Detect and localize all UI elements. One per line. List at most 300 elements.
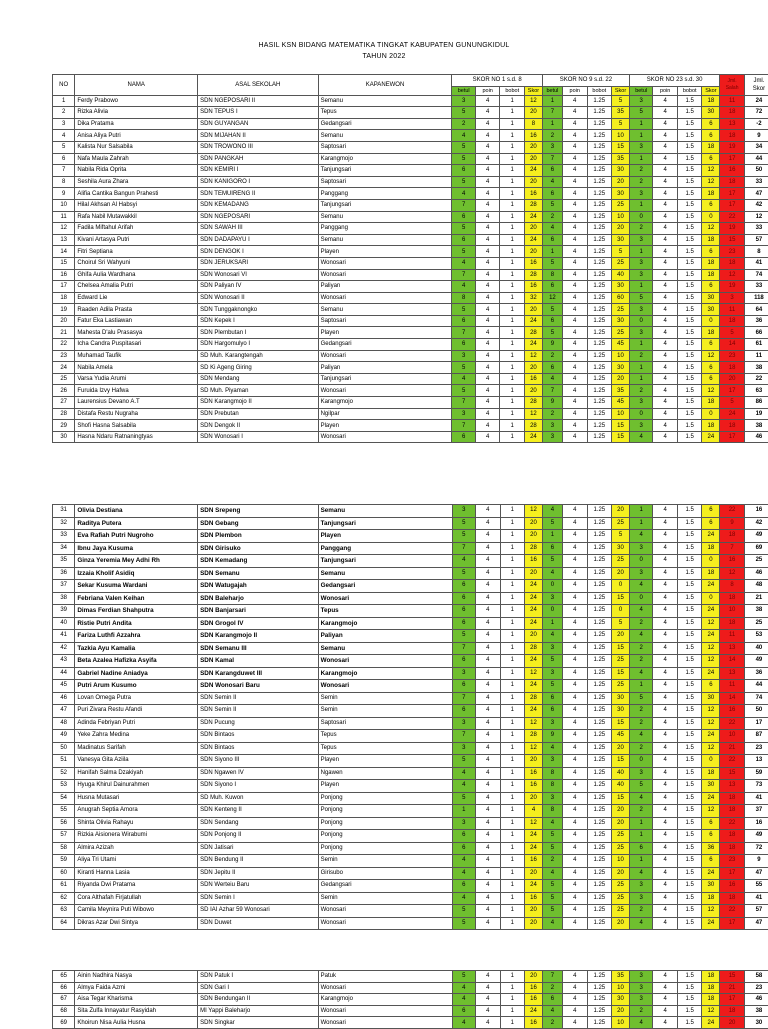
- cell-bobot-2: 1.25: [587, 855, 612, 868]
- cell-poin-2: 4: [562, 680, 587, 693]
- cell-poin-1: 4: [475, 327, 500, 339]
- cell-jml-skor: 13: [744, 755, 768, 768]
- cell-bobot-1: 1: [500, 327, 525, 339]
- cell-no: 55: [53, 805, 75, 818]
- cell-bobot-2: 1.25: [587, 281, 612, 293]
- cell-skor-2: 15: [612, 667, 630, 680]
- cell-poin-1: 4: [475, 867, 500, 880]
- cell-bobot-2: 1.25: [587, 780, 612, 793]
- cell-no: 26: [53, 385, 75, 397]
- cell-kapanewon: Ngilpar: [318, 408, 452, 420]
- table-row: [53, 655, 768, 668]
- cell-skor-1: 8: [525, 118, 543, 130]
- cell-bobot-1: 1: [500, 118, 525, 130]
- cell-kapanewon: Playen: [318, 420, 452, 432]
- cell-bobot-3: 1.5: [677, 199, 702, 211]
- cell-nama: Fatur Eka Lastiawan: [75, 315, 198, 327]
- cell-bobot-3: 1.5: [677, 730, 702, 743]
- table-row: [53, 567, 768, 580]
- cell-bobot-3: 1.5: [677, 994, 702, 1006]
- cell-betul-2: 4: [542, 373, 562, 385]
- cell-poin-2: 4: [562, 118, 587, 130]
- cell-bobot-2: 1.25: [587, 257, 612, 269]
- cell-bobot-2: 1.25: [587, 667, 612, 680]
- cell-bobot-3: 1.5: [677, 246, 702, 258]
- cell-skor-1: 20: [525, 917, 543, 930]
- cell-poin-1: 4: [475, 281, 500, 293]
- cell-asal-sekolah: SDN Grogol IV: [198, 617, 319, 630]
- cell-bobot-2: 1.25: [587, 350, 612, 362]
- cell-betul-3: 4: [629, 867, 652, 880]
- cell-skor-3: 12: [702, 165, 720, 177]
- cell-nama: Choirul Sri Wahyuni: [75, 257, 198, 269]
- cell-betul-3: 1: [629, 855, 652, 868]
- cell-skor-3: 24: [702, 667, 720, 680]
- cell-jml-skor: 25: [744, 617, 768, 630]
- cell-bobot-2: 1.25: [587, 505, 612, 518]
- cell-skor-1: 24: [525, 431, 543, 443]
- cell-kapanewon: Paliyan: [318, 281, 452, 293]
- results-table-3: [52, 970, 768, 1029]
- cell-skor-2: 40: [612, 767, 630, 780]
- cell-betul-1: 5: [452, 517, 475, 530]
- cell-jml-salah: 18: [720, 592, 745, 605]
- cell-skor-3: 6: [702, 130, 720, 142]
- cell-jml-skor: 40: [744, 642, 768, 655]
- cell-nama: Furuida Izvy Hafwa: [75, 385, 198, 397]
- cell-poin-3: 4: [653, 530, 678, 543]
- cell-betul-2: 5: [542, 655, 562, 668]
- cell-skor-2: 35: [612, 971, 630, 983]
- cell-betul-1: 5: [452, 530, 475, 543]
- cell-bobot-2: 1.25: [587, 971, 612, 983]
- cell-poin-1: 4: [475, 567, 500, 580]
- cell-poin-3: 4: [653, 234, 678, 246]
- cell-poin-3: 4: [653, 680, 678, 693]
- cell-poin-2: 4: [562, 153, 587, 165]
- cell-asal-sekolah: SDN Gari I: [198, 982, 319, 994]
- cell-nama: Fitri Septiana: [75, 246, 198, 258]
- cell-skor-3: 18: [702, 327, 720, 339]
- cell-bobot-1: 1: [500, 431, 525, 443]
- cell-poin-1: 4: [475, 246, 500, 258]
- cell-bobot-2: 1.25: [587, 292, 612, 304]
- table-row: [53, 141, 768, 153]
- subheader-poin: poin: [562, 86, 587, 95]
- cell-poin-2: 4: [562, 176, 587, 188]
- cell-kapanewon: Wonosari: [318, 350, 452, 362]
- cell-bobot-2: 1.25: [587, 730, 612, 743]
- cell-poin-3: 4: [653, 717, 678, 730]
- cell-betul-2: 6: [542, 705, 562, 718]
- cell-jml-salah: 17: [720, 199, 745, 211]
- cell-kapanewon: Tanjungsari: [318, 199, 452, 211]
- cell-skor-2: 5: [612, 246, 630, 258]
- cell-betul-2: 2: [542, 350, 562, 362]
- cell-betul-2: 4: [542, 867, 562, 880]
- cell-bobot-2: 1.25: [587, 397, 612, 409]
- cell-skor-1: 12: [525, 408, 543, 420]
- cell-kapanewon: Girisubo: [318, 867, 452, 880]
- cell-betul-2: 9: [542, 397, 562, 409]
- header-nama: NAMA: [75, 75, 198, 96]
- cell-bobot-3: 1.5: [677, 211, 702, 223]
- cell-bobot-1: 1: [500, 855, 525, 868]
- table-row: [53, 408, 768, 420]
- cell-bobot-2: 1.25: [587, 905, 612, 918]
- cell-bobot-2: 1.25: [587, 188, 612, 200]
- cell-skor-1: 16: [525, 188, 543, 200]
- table-row: [53, 130, 768, 142]
- cell-betul-3: 4: [629, 917, 652, 930]
- cell-kapanewon: Playen: [318, 780, 452, 793]
- cell-skor-3: 18: [702, 95, 720, 107]
- cell-poin-2: 4: [562, 982, 587, 994]
- cell-poin-3: 4: [653, 246, 678, 258]
- cell-asal-sekolah: SDN Prebutan: [198, 408, 319, 420]
- cell-nama: Rafa Nabil Mutawakkil: [75, 211, 198, 223]
- cell-asal-sekolah: SD Muh. Piyaman: [198, 385, 319, 397]
- cell-betul-3: 2: [629, 705, 652, 718]
- table-row: [53, 350, 768, 362]
- cell-betul-1: 4: [452, 257, 475, 269]
- cell-skor-1: 20: [525, 530, 543, 543]
- cell-no: 15: [53, 257, 75, 269]
- cell-poin-2: 4: [562, 315, 587, 327]
- cell-bobot-3: 1.5: [677, 304, 702, 316]
- cell-poin-1: 4: [475, 817, 500, 830]
- cell-jml-skor: 47: [744, 867, 768, 880]
- cell-betul-1: 3: [452, 505, 475, 518]
- cell-kapanewon: Tepus: [318, 107, 452, 119]
- cell-jml-salah: 21: [720, 982, 745, 994]
- cell-kapanewon: Ponjong: [318, 817, 452, 830]
- cell-kapanewon: Gedangsari: [318, 339, 452, 351]
- cell-skor-2: 25: [612, 830, 630, 843]
- cell-bobot-2: 1.25: [587, 680, 612, 693]
- cell-betul-3: 2: [629, 742, 652, 755]
- cell-no: 39: [53, 605, 75, 618]
- cell-betul-2: 8: [542, 269, 562, 281]
- cell-poin-3: 4: [653, 605, 678, 618]
- cell-betul-1: 5: [452, 153, 475, 165]
- cell-jml-skor: 36: [744, 315, 768, 327]
- cell-betul-1: 3: [452, 742, 475, 755]
- cell-bobot-2: 1.25: [587, 867, 612, 880]
- cell-nama: Shofi Hasna Salsabila: [75, 420, 198, 432]
- cell-kapanewon: Karangmojo: [318, 994, 452, 1006]
- cell-bobot-1: 1: [500, 592, 525, 605]
- cell-no: 20: [53, 315, 75, 327]
- cell-betul-2: 3: [542, 792, 562, 805]
- table-row: [53, 542, 768, 555]
- cell-betul-1: 6: [452, 617, 475, 630]
- cell-betul-2: 2: [542, 1017, 562, 1029]
- cell-nama: Aisa Tegar Kharisma: [75, 994, 198, 1006]
- table-row: [53, 304, 768, 316]
- cell-kapanewon: Semin: [318, 855, 452, 868]
- cell-kapanewon: Saptosari: [318, 176, 452, 188]
- cell-skor-3: 18: [702, 269, 720, 281]
- cell-betul-3: 1: [629, 130, 652, 142]
- cell-bobot-2: 1.25: [587, 269, 612, 281]
- cell-betul-1: 3: [452, 408, 475, 420]
- cell-bobot-1: 1: [500, 211, 525, 223]
- cell-no: 44: [53, 667, 75, 680]
- cell-skor-2: 20: [612, 505, 630, 518]
- cell-nama: Kiranti Hanna Lasia: [75, 867, 198, 880]
- cell-skor-1: 28: [525, 730, 543, 743]
- cell-bobot-1: 1: [500, 397, 525, 409]
- cell-jml-skor: 69: [744, 542, 768, 555]
- cell-kapanewon: Ngawen: [318, 767, 452, 780]
- cell-kapanewon: Semin: [318, 692, 452, 705]
- table-row: [53, 971, 768, 983]
- cell-kapanewon: Wonosari: [318, 680, 452, 693]
- cell-kapanewon: Semanu: [318, 130, 452, 142]
- cell-poin-2: 4: [562, 642, 587, 655]
- cell-bobot-1: 1: [500, 362, 525, 374]
- cell-skor-2: 15: [612, 420, 630, 432]
- table-row: [53, 199, 768, 211]
- cell-kapanewon: Wonosari: [318, 292, 452, 304]
- cell-betul-2: 6: [542, 994, 562, 1006]
- cell-betul-2: 4: [542, 742, 562, 755]
- cell-kapanewon: Paliyan: [318, 362, 452, 374]
- cell-no: 53: [53, 780, 75, 793]
- cell-betul-1: 6: [452, 339, 475, 351]
- cell-betul-2: 2: [542, 982, 562, 994]
- cell-bobot-2: 1.25: [587, 755, 612, 768]
- header-jml-salah: Jml. Salah: [720, 75, 745, 96]
- table-row: [53, 580, 768, 593]
- cell-no: 5: [53, 141, 75, 153]
- cell-skor-2: 20: [612, 373, 630, 385]
- cell-poin-1: 4: [475, 1017, 500, 1029]
- cell-skor-1: 20: [525, 971, 543, 983]
- cell-poin-2: 4: [562, 530, 587, 543]
- cell-poin-2: 4: [562, 830, 587, 843]
- cell-bobot-2: 1.25: [587, 223, 612, 235]
- cell-bobot-3: 1.5: [677, 176, 702, 188]
- cell-betul-1: 5: [452, 792, 475, 805]
- cell-skor-3: 18: [702, 188, 720, 200]
- cell-no: 65: [53, 971, 75, 983]
- cell-bobot-3: 1.5: [677, 567, 702, 580]
- cell-skor-1: 4: [525, 805, 543, 818]
- cell-kapanewon: Panggang: [318, 223, 452, 235]
- cell-jml-skor: 23: [744, 982, 768, 994]
- cell-betul-2: 3: [542, 141, 562, 153]
- cell-betul-2: 4: [542, 630, 562, 643]
- cell-betul-2: 4: [542, 505, 562, 518]
- cell-asal-sekolah: SDN Karangmojo II: [198, 397, 319, 409]
- cell-skor-2: 25: [612, 199, 630, 211]
- cell-bobot-3: 1.5: [677, 530, 702, 543]
- cell-skor-3: 6: [702, 281, 720, 293]
- cell-bobot-2: 1.25: [587, 630, 612, 643]
- cell-jml-skor: 41: [744, 792, 768, 805]
- table-row: [53, 680, 768, 693]
- cell-skor-3: 24: [702, 730, 720, 743]
- cell-bobot-3: 1.5: [677, 667, 702, 680]
- cell-poin-2: 4: [562, 617, 587, 630]
- cell-no: 31: [53, 505, 75, 518]
- cell-skor-3: 30: [702, 292, 720, 304]
- table-row: [53, 373, 768, 385]
- cell-skor-3: 30: [702, 692, 720, 705]
- cell-poin-2: 4: [562, 755, 587, 768]
- cell-betul-3: 3: [629, 892, 652, 905]
- cell-betul-1: 1: [452, 805, 475, 818]
- cell-kapanewon: Wonosari: [318, 982, 452, 994]
- cell-jml-skor: 72: [744, 842, 768, 855]
- cell-betul-2: 3: [542, 717, 562, 730]
- cell-skor-1: 24: [525, 880, 543, 893]
- cell-betul-3: 4: [629, 605, 652, 618]
- cell-poin-3: 4: [653, 855, 678, 868]
- cell-asal-sekolah: MI Yappi Baleharjo: [198, 1005, 319, 1017]
- cell-bobot-1: 1: [500, 692, 525, 705]
- cell-no: 54: [53, 792, 75, 805]
- cell-poin-2: 4: [562, 339, 587, 351]
- cell-jml-skor: 17: [744, 717, 768, 730]
- cell-bobot-3: 1.5: [677, 830, 702, 843]
- cell-bobot-1: 1: [500, 842, 525, 855]
- cell-poin-3: 4: [653, 755, 678, 768]
- subheader-bobot: bobot: [587, 86, 612, 95]
- cell-jml-salah: 11: [720, 630, 745, 643]
- cell-asal-sekolah: SDN MIJAHAN II: [198, 130, 319, 142]
- cell-betul-1: 4: [452, 373, 475, 385]
- cell-bobot-3: 1.5: [677, 118, 702, 130]
- cell-skor-1: 24: [525, 315, 543, 327]
- cell-jml-salah: 5: [720, 327, 745, 339]
- cell-poin-2: 4: [562, 408, 587, 420]
- cell-betul-1: 7: [452, 269, 475, 281]
- cell-skor-2: 10: [612, 211, 630, 223]
- cell-skor-1: 28: [525, 642, 543, 655]
- cell-no: 21: [53, 327, 75, 339]
- cell-betul-2: 2: [542, 855, 562, 868]
- cell-skor-2: 35: [612, 153, 630, 165]
- cell-poin-1: 4: [475, 905, 500, 918]
- cell-betul-1: 4: [452, 188, 475, 200]
- cell-skor-3: 24: [702, 431, 720, 443]
- cell-poin-1: 4: [475, 420, 500, 432]
- cell-asal-sekolah: SDN JERUKSARI: [198, 257, 319, 269]
- cell-no: 35: [53, 555, 75, 568]
- cell-asal-sekolah: SDN Girisuko: [198, 542, 319, 555]
- cell-bobot-1: 1: [500, 617, 525, 630]
- cell-nama: Madinatus Sarifah: [75, 742, 198, 755]
- table-row: [53, 257, 768, 269]
- cell-poin-3: 4: [653, 292, 678, 304]
- cell-bobot-2: 1.25: [587, 692, 612, 705]
- cell-asal-sekolah: SDN Jepitu II: [198, 867, 319, 880]
- cell-betul-2: 9: [542, 730, 562, 743]
- cell-bobot-1: 1: [500, 176, 525, 188]
- cell-skor-2: 20: [612, 567, 630, 580]
- cell-skor-3: 30: [702, 780, 720, 793]
- cell-asal-sekolah: SDN Dengok II: [198, 420, 319, 432]
- cell-betul-2: 12: [542, 292, 562, 304]
- cell-jml-skor: 64: [744, 304, 768, 316]
- cell-jml-skor: 38: [744, 362, 768, 374]
- cell-poin-1: 4: [475, 304, 500, 316]
- cell-bobot-2: 1.25: [587, 530, 612, 543]
- cell-jml-salah: 18: [720, 792, 745, 805]
- cell-poin-2: 4: [562, 817, 587, 830]
- cell-nama: Alifia Cantika Bangun Prahesti: [75, 188, 198, 200]
- cell-no: 61: [53, 880, 75, 893]
- cell-skor-1: 24: [525, 680, 543, 693]
- table-row: [53, 281, 768, 293]
- cell-no: 68: [53, 1005, 75, 1017]
- cell-bobot-2: 1.25: [587, 420, 612, 432]
- cell-jml-skor: 25: [744, 555, 768, 568]
- cell-bobot-2: 1.25: [587, 830, 612, 843]
- cell-jml-skor: 50: [744, 165, 768, 177]
- cell-no: 66: [53, 982, 75, 994]
- cell-skor-3: 12: [702, 350, 720, 362]
- cell-nama: Dimas Ferdian Shahputra: [75, 605, 198, 618]
- cell-no: 4: [53, 130, 75, 142]
- cell-bobot-1: 1: [500, 420, 525, 432]
- cell-nama: Kalista Nur Salsabila: [75, 141, 198, 153]
- cell-poin-3: 4: [653, 130, 678, 142]
- table-row: [53, 517, 768, 530]
- cell-poin-2: 4: [562, 630, 587, 643]
- cell-skor-1: 28: [525, 327, 543, 339]
- cell-poin-3: 4: [653, 805, 678, 818]
- cell-bobot-2: 1.25: [587, 580, 612, 593]
- cell-skor-1: 16: [525, 281, 543, 293]
- cell-jml-salah: 12: [720, 269, 745, 281]
- cell-poin-1: 4: [475, 830, 500, 843]
- cell-betul-3: 2: [629, 385, 652, 397]
- cell-bobot-3: 1.5: [677, 327, 702, 339]
- table-row: [53, 420, 768, 432]
- cell-skor-1: 20: [525, 304, 543, 316]
- cell-bobot-3: 1.5: [677, 580, 702, 593]
- cell-betul-1: 7: [452, 397, 475, 409]
- cell-skor-3: 18: [702, 420, 720, 432]
- cell-bobot-1: 1: [500, 605, 525, 618]
- cell-betul-1: 4: [452, 867, 475, 880]
- cell-skor-3: 18: [702, 567, 720, 580]
- cell-bobot-2: 1.25: [587, 805, 612, 818]
- cell-kapanewon: Wonosari: [318, 257, 452, 269]
- cell-asal-sekolah: SDN Sendang: [198, 817, 319, 830]
- cell-skor-3: 12: [702, 705, 720, 718]
- cell-poin-3: 4: [653, 350, 678, 362]
- cell-betul-3: 1: [629, 118, 652, 130]
- cell-nama: Yeke Zahra Medina: [75, 730, 198, 743]
- cell-no: 13: [53, 234, 75, 246]
- cell-skor-3: 18: [702, 141, 720, 153]
- cell-poin-1: 4: [475, 982, 500, 994]
- cell-bobot-3: 1.5: [677, 880, 702, 893]
- cell-poin-1: 4: [475, 994, 500, 1006]
- cell-poin-3: 4: [653, 176, 678, 188]
- table-row: [53, 362, 768, 374]
- cell-nama: Rizka Alivia: [75, 107, 198, 119]
- cell-no: 34: [53, 542, 75, 555]
- cell-bobot-3: 1.5: [677, 153, 702, 165]
- cell-jml-skor: 41: [744, 257, 768, 269]
- cell-skor-2: 25: [612, 304, 630, 316]
